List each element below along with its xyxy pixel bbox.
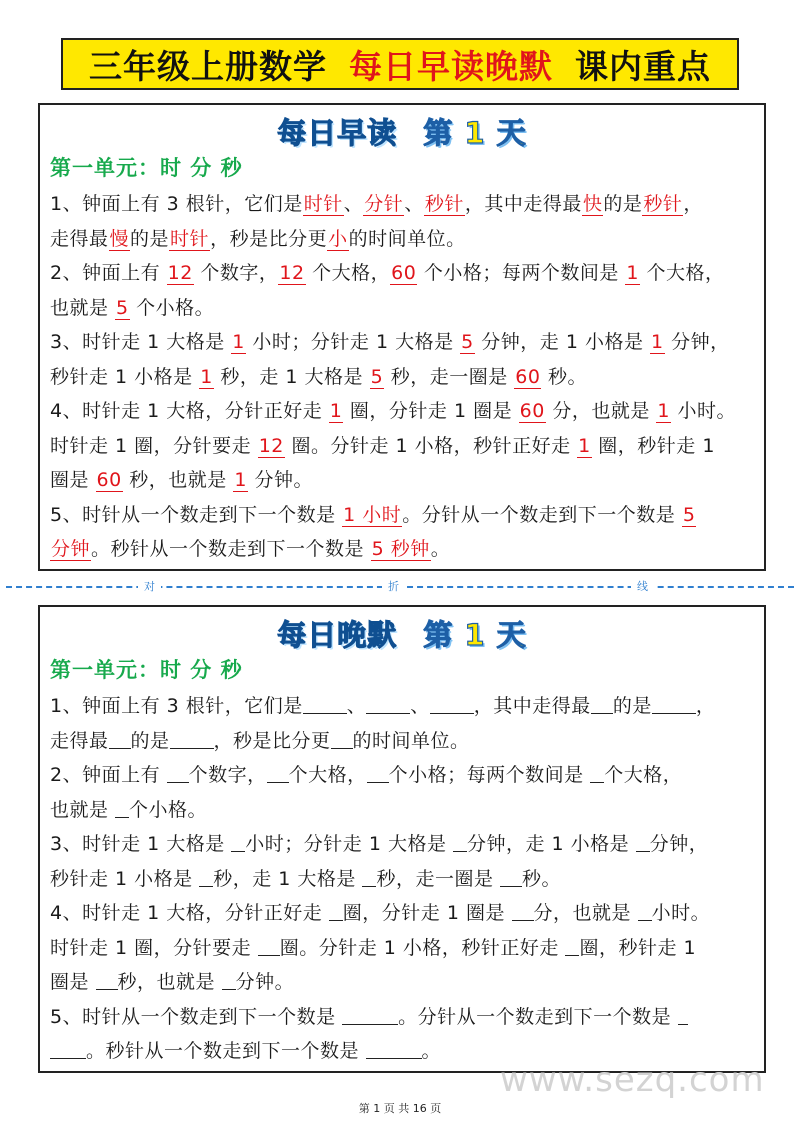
answer-text: 12 [279, 262, 305, 284]
answer-text: 快 [582, 193, 603, 215]
text-segment: 的是 [612, 695, 652, 717]
text-segment: 个小格。 [129, 296, 215, 319]
answer-text: 时针 [170, 227, 210, 250]
text-segment: 圈，秒针走 1 [591, 434, 715, 457]
text-segment: 秒，走一圈是 [376, 867, 500, 890]
text-segment: 3、时针走 1 大格是 [50, 833, 232, 855]
answer-text: 60 [519, 400, 545, 422]
fill-in-blank [222, 969, 236, 990]
text-segment: 个数字， [193, 262, 279, 284]
text-segment: 时针走 1 圈，分针要走 [50, 936, 258, 959]
fill-in-blank [167, 762, 189, 783]
text-segment: 分钟。 [235, 971, 295, 993]
text-segment: 分钟。 [247, 469, 313, 491]
fill-in-blank [109, 728, 131, 749]
answer-text: 60 [96, 469, 122, 491]
text-segment: 分钟，走 1 小格是 [467, 833, 636, 855]
answer-text: 1 [200, 365, 213, 388]
text-segment: ， [695, 695, 716, 717]
fill-in-blank [652, 693, 696, 714]
fill-in-blank [512, 900, 534, 921]
text-segment: 、 [343, 193, 364, 215]
evening-text-line [50, 862, 754, 897]
text-segment: 小时。 [671, 400, 737, 422]
title-part-key: 课内重点 [575, 46, 711, 86]
title-part-grade: 三年级上册数学 [89, 46, 327, 86]
morning-text-line [50, 360, 754, 395]
text-segment: 的是 [603, 193, 643, 215]
morning-title-label: 每日早读 [277, 116, 398, 150]
text-segment: 个大格， [604, 764, 683, 786]
answer-text: 秒针 [424, 193, 464, 215]
text-segment: 分，也就是 [545, 400, 657, 422]
text-segment: 圈，分针走 1 圈是 [342, 902, 512, 924]
text-segment: 。分针从一个数走到下一个数是 [398, 1005, 678, 1028]
text-segment: 。分针从一个数走到下一个数是 [402, 503, 682, 526]
text-segment: 的是 [130, 227, 170, 250]
text-segment: 分，也就是 [533, 902, 638, 924]
fill-in-blank [591, 693, 613, 714]
fill-in-blank [367, 762, 389, 783]
morning-text-line [50, 256, 754, 291]
fill-in-blank [267, 762, 289, 783]
fill-in-blank [453, 831, 467, 852]
fill-in-blank [590, 762, 604, 783]
morning-text-line [50, 222, 754, 257]
morning-content [50, 187, 754, 567]
text-segment: 5、时针从一个数走到下一个数是 [50, 1005, 343, 1028]
answer-text: 1 [234, 469, 247, 491]
answer-text: 5 秒钟 [371, 538, 430, 560]
text-segment: 时针走 1 圈，分针要走 [50, 434, 258, 457]
text-segment: 个数字， [188, 764, 267, 786]
text-segment: 的时间单位。 [352, 729, 470, 752]
answer-text: 1 [232, 331, 245, 353]
fold-label-3: 线 [631, 578, 654, 594]
answer-text: 时针 [303, 193, 343, 215]
evening-text-line [50, 758, 754, 793]
text-segment: ，秒是比分更 [210, 227, 328, 250]
text-segment: 。 [421, 1040, 442, 1062]
text-segment: 。秒针从一个数走到下一个数是 [91, 538, 371, 560]
morning-day-label: 第 1 天 [423, 116, 527, 150]
answer-text: 秒针 [643, 193, 683, 215]
text-segment: 圈。分针走 1 小格，秒针正好走 [279, 936, 566, 959]
text-segment: 圈是 [50, 971, 96, 993]
fill-in-blank [565, 935, 579, 956]
text-segment: 分钟， [649, 833, 709, 855]
text-segment: 秒，走 1 大格是 [213, 867, 363, 890]
text-segment: 分钟，走 1 小格是 [474, 331, 650, 353]
fill-in-blank [678, 1004, 688, 1025]
text-segment: 个小格；每两个数间是 [388, 764, 591, 786]
answer-text: 分钟 [51, 538, 91, 560]
text-segment: 秒，也就是 [117, 971, 222, 993]
fill-in-blank [362, 866, 376, 887]
fill-in-blank [115, 797, 129, 818]
answer-text: 小 [328, 227, 348, 250]
fill-in-blank [96, 969, 118, 990]
fold-label-2: 折 [382, 578, 405, 594]
text-segment: 秒。 [521, 867, 561, 890]
fill-in-blank [199, 866, 213, 887]
text-segment: 3、时针走 1 大格是 [50, 331, 232, 353]
text-segment: 个大格， [305, 262, 391, 284]
fill-in-blank [258, 935, 280, 956]
answer-text: 5 [116, 296, 129, 319]
morning-text-line [50, 187, 754, 222]
answer-text: 1 小时 [343, 503, 402, 526]
fill-in-blank [500, 866, 522, 887]
morning-text-line [50, 291, 754, 326]
text-segment: 2、钟面上有 [50, 262, 167, 284]
text-segment: 1、钟面上有 3 根针，它们是 [50, 193, 303, 215]
text-segment: 、 [346, 695, 367, 717]
answer-text: 1 [329, 400, 343, 422]
text-segment: 、 [404, 193, 424, 215]
text-segment: 小时；分针走 1 大格是 [245, 331, 461, 353]
text-segment: ，其中走得最 [473, 695, 591, 717]
answer-text: 1 [578, 434, 591, 457]
evening-unit-title: 第一单元：时 分 秒 [50, 658, 243, 682]
morning-text-line [50, 532, 754, 567]
fill-in-blank [430, 693, 474, 714]
evening-text-line [50, 896, 754, 931]
answer-text: 60 [515, 365, 541, 388]
text-segment: 圈。分针走 1 小格，秒针正好走 [284, 434, 578, 457]
text-segment: 秒。 [541, 365, 587, 388]
text-segment: 秒针走 1 小格是 [50, 365, 200, 388]
text-segment: 分钟， [664, 331, 730, 353]
evening-recall-card [38, 605, 766, 1073]
text-segment: 个大格， [639, 262, 725, 284]
fill-in-blank [342, 1004, 398, 1025]
evening-content [50, 689, 754, 1069]
answer-text: 5 [370, 365, 384, 388]
answer-text: 慢 [109, 227, 130, 250]
evening-text-line [50, 1000, 754, 1035]
evening-text-line [50, 965, 754, 1000]
text-segment: ，秒是比分更 [213, 729, 331, 752]
morning-unit-title: 第一单元：时 分 秒 [50, 156, 243, 180]
answer-text: 5 [461, 331, 474, 353]
text-segment: 小时；分针走 1 大格是 [245, 833, 454, 855]
fill-in-blank [303, 693, 347, 714]
text-segment: 个小格；每两个数间是 [417, 262, 626, 284]
fill-in-blank [50, 1038, 86, 1059]
evening-text-line [50, 724, 754, 759]
answer-text: 1 [657, 400, 671, 422]
text-segment: 圈，分针走 1 圈是 [343, 400, 519, 422]
text-segment: 4、时针走 1 大格，分针正好走 [50, 902, 329, 924]
text-segment: 。秒针从一个数走到下一个数是 [86, 1040, 366, 1062]
text-segment: 走得最 [50, 729, 109, 752]
fill-in-blank [329, 900, 343, 921]
morning-text-line [50, 498, 754, 533]
morning-reading-card [38, 103, 766, 571]
text-segment: 圈是 [50, 469, 96, 491]
page-footer: 第 1 页 共 16 页 [358, 1102, 442, 1115]
evening-text-line [50, 793, 754, 828]
fill-in-blank [170, 728, 214, 749]
text-segment: 。 [430, 538, 451, 560]
answer-text: 1 [650, 331, 664, 353]
evening-title-label: 每日晚默 [277, 618, 398, 652]
text-segment: 也就是 [50, 296, 116, 319]
text-segment: ，其中走得最 [464, 193, 582, 215]
answer-text: 60 [391, 262, 417, 284]
text-segment: 个大格， [288, 764, 367, 786]
answer-text: 1 [626, 262, 639, 284]
text-segment: 走得最 [50, 227, 109, 250]
text-segment: 个小格。 [129, 798, 208, 821]
text-segment: 2、钟面上有 [50, 764, 167, 786]
fill-in-blank [636, 831, 650, 852]
text-segment: 也就是 [50, 798, 116, 821]
evening-text-line [50, 689, 754, 724]
site-watermark: www.sezq.com [500, 1060, 765, 1100]
fold-label-1: 对 [138, 578, 161, 594]
text-segment: ， [683, 193, 703, 215]
text-segment: 、 [410, 695, 430, 717]
text-segment: 秒，走 1 大格是 [213, 365, 370, 388]
text-segment: 5、时针从一个数走到下一个数是 [50, 503, 343, 526]
morning-card-title [40, 111, 764, 152]
evening-text-line [50, 931, 754, 966]
text-segment: 小时。 [651, 902, 711, 924]
fill-in-blank [331, 728, 353, 749]
text-segment: 4、时针走 1 大格，分针正好走 [50, 400, 329, 422]
answer-text: 12 [167, 262, 193, 284]
answer-text: 12 [258, 434, 284, 457]
morning-text-line [50, 463, 754, 498]
answer-text: 5 [682, 503, 696, 526]
fill-in-blank [366, 693, 410, 714]
fill-in-blank [231, 831, 245, 852]
fill-in-blank [366, 1038, 422, 1059]
title-part-daily: 每日早读晚默 [349, 46, 553, 86]
text-segment: 秒针走 1 小格是 [50, 867, 200, 890]
text-segment: 秒，也就是 [122, 469, 234, 491]
morning-text-line [50, 394, 754, 429]
morning-text-line [50, 325, 754, 360]
text-segment: 的时间单位。 [348, 227, 466, 250]
evening-text-line [50, 827, 754, 862]
text-segment: 秒，走一圈是 [384, 365, 515, 388]
text-segment: 圈，秒针走 1 [579, 936, 697, 959]
page-title-banner [61, 38, 739, 90]
fill-in-blank [638, 900, 652, 921]
evening-card-title [40, 613, 764, 654]
text-segment: 的是 [130, 729, 170, 752]
answer-text: 分针 [364, 193, 404, 215]
evening-day-label: 第 1 天 [423, 618, 527, 652]
morning-text-line [50, 429, 754, 464]
text-segment: 1、钟面上有 3 根针，它们是 [50, 695, 303, 717]
